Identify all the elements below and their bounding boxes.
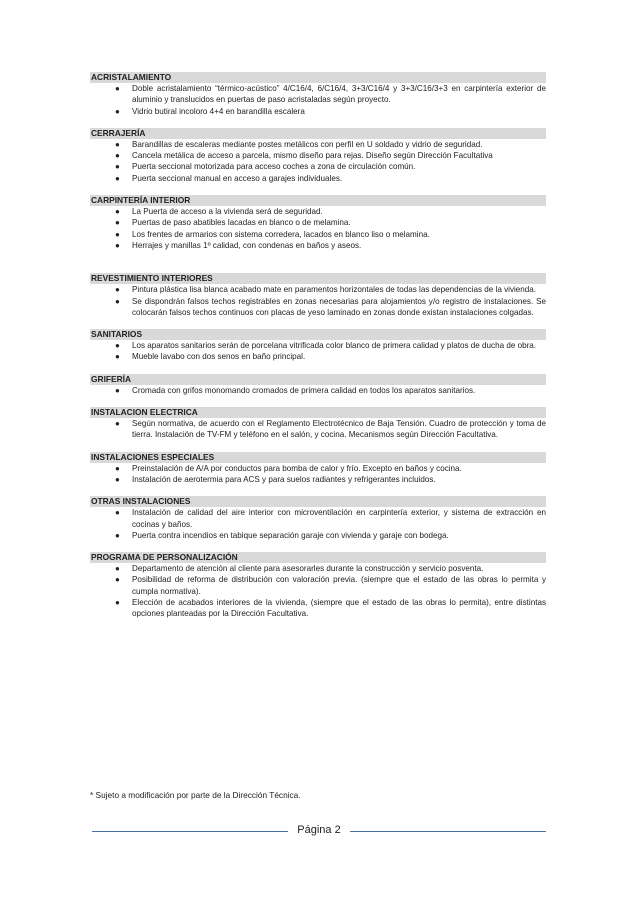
- list-item-text: Posibilidad de reforma de distribución con valoración previa. (siempre que el estado de las obras lo permita y cumpla normativa).: [132, 575, 546, 596]
- list-item: [90, 206, 546, 217]
- bullet-icon: ●: [115, 385, 120, 395]
- list-item-text: Instalación de aerotermia para ACS y para suelos radiantes y refrigerantes incluidos.: [132, 474, 436, 484]
- section-title: OTRAS INSTALACIONES: [90, 496, 546, 507]
- list-item: [90, 106, 546, 117]
- section-title: ACRISTALAMIENTO: [90, 72, 546, 83]
- bullet-icon: ●: [115, 173, 120, 183]
- section-title: CARPINTERÍA INTERIOR: [90, 195, 546, 206]
- list-item-text: Puertas de paso abatibles lacadas en blanco o de melamina.: [132, 218, 351, 228]
- footer-rule-right: [350, 831, 546, 832]
- bullet-list: [90, 206, 546, 251]
- list-item-text: Se dispondrán falsos techos registrables en zonas necesarias para alojamientos y/o registro de instalaciones. Se colocarán falsos techos continuos con placas de yeso laminado en zonas donde existan instalaciones colgadas.: [132, 296, 546, 317]
- bullet-list: [90, 563, 546, 619]
- list-item-text: Pintura plástica lisa blanca acabado mate en paramentos horizontales de todas las dependencias de la vivienda.: [132, 285, 537, 295]
- bullet-list: [90, 340, 546, 363]
- list-item-text: Puerta seccional motorizada para acceso coches a zona de circulación común.: [132, 162, 416, 172]
- bullet-icon: ●: [115, 151, 120, 161]
- bullet-icon: ●: [115, 84, 120, 93]
- list-item: [90, 507, 546, 530]
- bullet-icon: ●: [115, 139, 120, 149]
- list-item-text: La Puerta de acceso a la vivienda será de seguridad.: [132, 207, 323, 217]
- spec-section: [90, 496, 546, 541]
- section-title: INSTALACIONES ESPECIALES: [90, 452, 546, 463]
- bullet-list: [90, 385, 546, 396]
- spec-section: [90, 72, 546, 117]
- list-item: [90, 351, 546, 362]
- spec-section: [90, 374, 546, 396]
- page-number: Página 2: [297, 824, 341, 836]
- document-body: [90, 72, 546, 631]
- list-item-text: Preinstalación de A/A por conductos para bomba de calor y frío. Excepto en baños y cocina.: [132, 463, 462, 473]
- list-item-text: Cromada con grifos monomando cromados de primera calidad en todos los aparatos sanitarios.: [132, 385, 476, 395]
- bullet-icon: ●: [115, 530, 120, 540]
- bullet-icon: ●: [115, 352, 120, 362]
- spec-section: [90, 128, 546, 184]
- bullet-icon: ●: [115, 474, 120, 484]
- list-item: [90, 574, 546, 597]
- list-item-text: Según normativa, de acuerdo con el Reglamento Electrotécnico de Baja Tensión. Cuadro de protección y toma de tierra. Instalación de TV-FM y teléfono en el salón, y cocina. Mecanismos según Dirección Facultativa.: [132, 419, 546, 440]
- bullet-icon: ●: [115, 285, 120, 295]
- list-item-text: Puerta contra incendios en tabique separación garaje con vivienda y garaje con bodega.: [132, 530, 449, 540]
- list-item-text: Elección de acabados interiores de la vivienda, (siempre que el estado de las obras lo permita), entre distintas opciones planteadas por la Dirección Facultativa.: [132, 598, 546, 619]
- list-item-text: Puerta seccional manual en acceso a garajes individuales.: [132, 173, 343, 183]
- list-item: [90, 229, 546, 240]
- bullet-icon: ●: [115, 341, 120, 351]
- bullet-list: [90, 83, 546, 117]
- list-item: [90, 418, 546, 441]
- list-item-text: Instalación de calidad del aire interior con microventilación en carpintería exterior, y sistema de extracción en cocinas y baños.: [132, 508, 546, 529]
- list-item: [90, 296, 546, 319]
- list-item: [90, 150, 546, 161]
- spec-section: [90, 407, 546, 441]
- bullet-icon: ●: [115, 207, 120, 217]
- bullet-icon: ●: [115, 463, 120, 473]
- list-item-text: Barandillas de escaleras mediante postes metálicos con perfil en U soldado y vidrio de seguridad.: [132, 139, 483, 149]
- section-title: INSTALACION ELECTRICA: [90, 407, 546, 418]
- bullet-icon: ●: [115, 564, 120, 574]
- list-item-text: Herrajes y manillas 1º calidad, con condenas en baños y aseos.: [132, 240, 362, 250]
- spec-section: [90, 552, 546, 619]
- list-item: [90, 563, 546, 574]
- bullet-list: [90, 139, 546, 184]
- bullet-icon: ●: [115, 106, 120, 116]
- bullet-list: [90, 463, 546, 486]
- list-item-text: Mueble lavabo con dos senos en baño principal.: [132, 352, 306, 362]
- list-item: [90, 83, 546, 106]
- bullet-icon: ●: [115, 162, 120, 172]
- bullet-icon: ●: [115, 575, 120, 585]
- section-title: PROGRAMA DE PERSONALIZACIÓN: [90, 552, 546, 563]
- spec-section: [90, 329, 546, 363]
- bullet-icon: ●: [115, 296, 120, 306]
- bullet-icon: ●: [115, 508, 120, 518]
- bullet-icon: ●: [115, 419, 120, 429]
- section-title: REVESTIMIENTO INTERIORES: [90, 273, 546, 284]
- bullet-icon: ●: [115, 229, 120, 239]
- list-item: [90, 139, 546, 150]
- bullet-icon: ●: [115, 240, 120, 250]
- list-item-text: Cancela metálica de acceso a parcela, mismo diseño para rejas. Diseño según Dirección Facultativa: [132, 151, 493, 161]
- list-item: [90, 385, 546, 396]
- list-item: [90, 474, 546, 485]
- footer-rule-left: [92, 831, 288, 832]
- spec-section: [90, 273, 546, 318]
- list-item: [90, 463, 546, 474]
- list-item: [90, 240, 546, 251]
- spec-section: [90, 195, 546, 251]
- bullet-list: [90, 284, 546, 318]
- section-title: SANITARIOS: [90, 329, 546, 340]
- bullet-list: [90, 507, 546, 541]
- list-item-text: Departamento de atención al cliente para asesorarles durante la construcción y servicio posventa.: [132, 564, 484, 574]
- list-item: [90, 284, 546, 295]
- section-title: GRIFERÍA: [90, 374, 546, 385]
- list-item: [90, 161, 546, 172]
- bullet-list: [90, 418, 546, 441]
- list-item-text: Los aparatos sanitarios serán de porcelana vitrificada color blanco de primera calidad y platos de ducha de obra.: [132, 341, 537, 351]
- footnote: * Sujeto a modificación por parte de la Dirección Técnica.: [90, 790, 301, 800]
- bullet-icon: ●: [115, 598, 120, 608]
- list-item: [90, 173, 546, 184]
- list-item: [90, 597, 546, 620]
- list-item-text: Vidrio butiral incoloro 4+4 en barandilla escalera: [132, 106, 305, 116]
- section-title: CERRAJERÍA: [90, 128, 546, 139]
- list-item: [90, 217, 546, 228]
- list-item: [90, 530, 546, 541]
- spec-section: [90, 452, 546, 486]
- list-item: [90, 340, 546, 351]
- list-item-text: Doble acristalamiento “térmico-acústico” 4/C16/4, 6/C16/4, 3+3/C16/4 y 3+3/C16/3+3 en carpintería exterior de aluminio y translucidos en puertas de paso acristaladas según proyecto.: [132, 84, 546, 105]
- list-item-text: Los frentes de armarios con sistema corredera, lacados en blanco liso o melamina.: [132, 229, 430, 239]
- bullet-icon: ●: [115, 218, 120, 228]
